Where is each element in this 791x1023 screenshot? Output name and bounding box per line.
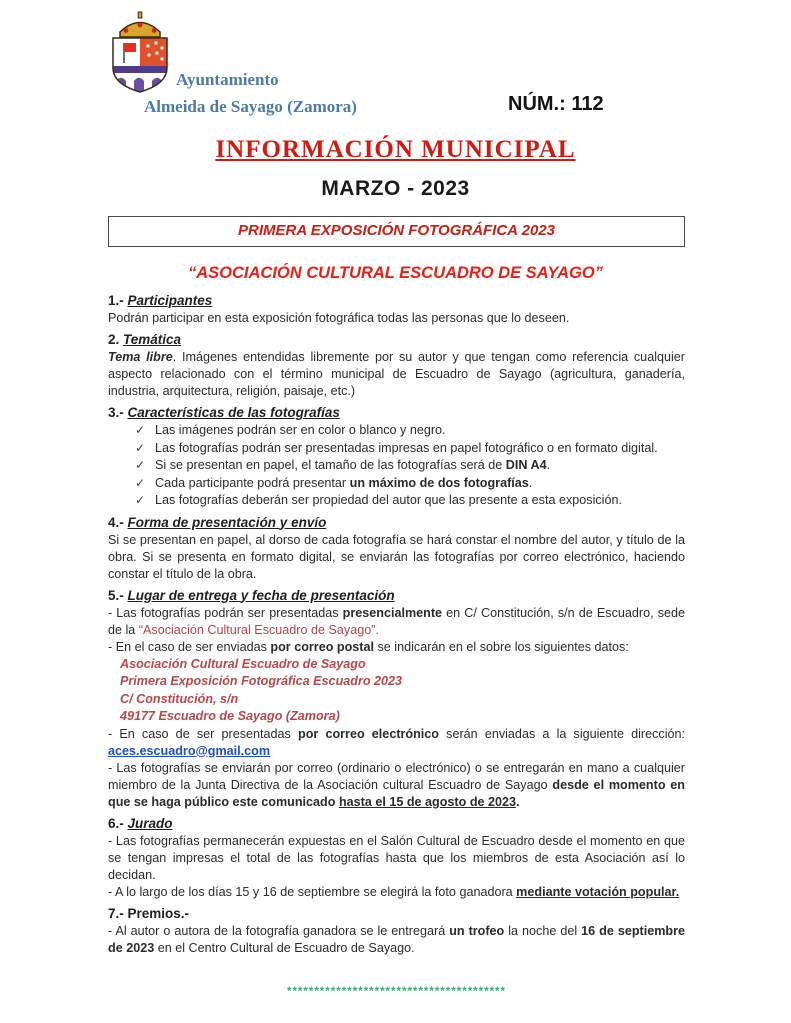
section-heading-caracteristicas: 3.- Características de las fotografías — [108, 405, 340, 420]
check-icon: ✓ — [135, 493, 146, 507]
issue-number: NÚM.: 112 — [508, 93, 604, 115]
premios-paragraph: - Al autor o autora de la fotografía ganadora se le entregará un trofeo la noche del 16 de septiembre de 2023 en el Centro Cultural de Escuadro de Sayago. — [108, 923, 686, 955]
bullet-text: Las fotografías deberán ser propiedad del autor que las presente a esta exposición. — [155, 493, 622, 507]
list-item — [108, 475, 685, 493]
bullet-text: Cada participante podrá presentar un máximo de dos fotografías. — [155, 475, 533, 490]
entrega-paragraph-1: - Las fotografías podrán ser presentadas presencialmente en C/ Constitución, s/n de Escuadro, sede de la “Asociación Cultural Escuadro de Sayago”. — [108, 605, 686, 637]
list-item — [108, 440, 685, 458]
page-title: INFORMACIÓN MUNICIPAL — [215, 136, 576, 163]
bullet-text: Las fotografías podrán ser presentadas impresas en papel fotográfico o en formato digital. — [155, 440, 658, 455]
banner-title: PRIMERA EXPOSICIÓN FOTOGRÁFICA 2023 — [238, 222, 555, 239]
entrega-paragraph-3-text: - En caso de ser presentadas por correo electrónico serán enviadas a la siguiente dirección: — [108, 726, 686, 741]
postal-address-line: Asociación Cultural Escuadro de Sayago — [120, 656, 366, 671]
bullet-text: Si se presentan en papel, el tamaño de las fotografías será de DIN A4. — [155, 458, 551, 472]
tematica-paragraph: Tema libre. Imágenes entendidas libremente por su autor y que tengan como referencia cualquier aspecto relacionado con el término municipal de Escuadro de Sayago (agricultura, ganadería, industria, arquitectura, religión, paisaje, etc.) — [108, 350, 685, 398]
entrega-paragraph-4: - Las fotografías se enviarán por correo (ordinario o electrónico) o se entregarán en mano a cualquier miembro de la Junta Directiva de la Asociación cultural Escuadro de Sayago desde el momento en que se haga público este comunicado hasta el 15 de agosto de 2023. — [108, 760, 685, 809]
section-heading-premios: 7.- Premios.- — [108, 905, 190, 921]
jurado-paragraph-1: - Las fotografías permanecerán expuestas en el Salón Cultural de Escuadro desde el momento en que se tengan impresas el total de las fotografías hasta que los miembros de esta Asociación así lo decidan. — [108, 833, 685, 882]
section-heading-entrega: 5.- Lugar de entrega y fecha de presentación — [108, 587, 395, 603]
section-heading-jurado: 6.- Jurado — [108, 815, 173, 831]
list-item — [108, 457, 685, 475]
section-heading-participantes: 1.- Participantes — [108, 293, 213, 308]
banner-box — [108, 216, 685, 247]
entrega-paragraph-3 — [108, 726, 685, 760]
section-heading-presentacion: 4.- Forma de presentación y envío — [108, 514, 327, 530]
org-location: Almeida de Sayago (Zamora) — [144, 97, 357, 116]
document-body — [108, 291, 685, 998]
section-heading-tematica: 2. Temática — [108, 332, 182, 347]
postal-address-line: Primera Exposición Fotográfica Escuadro 2023 — [120, 674, 403, 688]
asterisk-separator: **************************************** — [286, 985, 506, 998]
org-name: Ayuntamiento — [176, 70, 279, 89]
list-item — [108, 492, 685, 510]
check-icon: ✓ — [135, 440, 146, 455]
postal-address-line: 49177 Escuadro de Sayago (Zamora) — [120, 709, 340, 723]
jurado-paragraph-2: - A lo largo de los días 15 y 16 de septiembre se elegirá la foto ganadora mediante votación popular. — [108, 884, 680, 899]
association-title: “ASOCIACIÓN CULTURAL ESCUADRO DE SAYAGO” — [188, 264, 603, 282]
check-icon: ✓ — [135, 423, 146, 437]
page-subtitle: MARZO - 2023 — [321, 177, 470, 200]
participantes-paragraph: Podrán participar en esta exposición fotográfica todas las personas que lo deseen. — [108, 311, 570, 325]
presentacion-paragraph: Si se presentan en papel, al dorso de cada fotografía se hará constar el nombre del autor, y título de la obra. Si se presenta en formato digital, se enviarán las fotografías por correo electrónico, haciendo constar el título de la obra. — [108, 532, 685, 581]
email-link[interactable]: aces.escuadro@gmail.com — [108, 743, 271, 758]
entrega-paragraph-2: - En el caso de ser enviadas por correo postal se indicarán en el sobre los siguientes datos: — [108, 639, 629, 654]
check-icon: ✓ — [135, 458, 146, 472]
check-icon: ✓ — [135, 475, 146, 490]
bullet-text: Las imágenes podrán ser en color o blanco y negro. — [155, 423, 446, 437]
postal-address-line: C/ Constitución, s/n — [120, 691, 239, 706]
list-item — [108, 422, 685, 440]
